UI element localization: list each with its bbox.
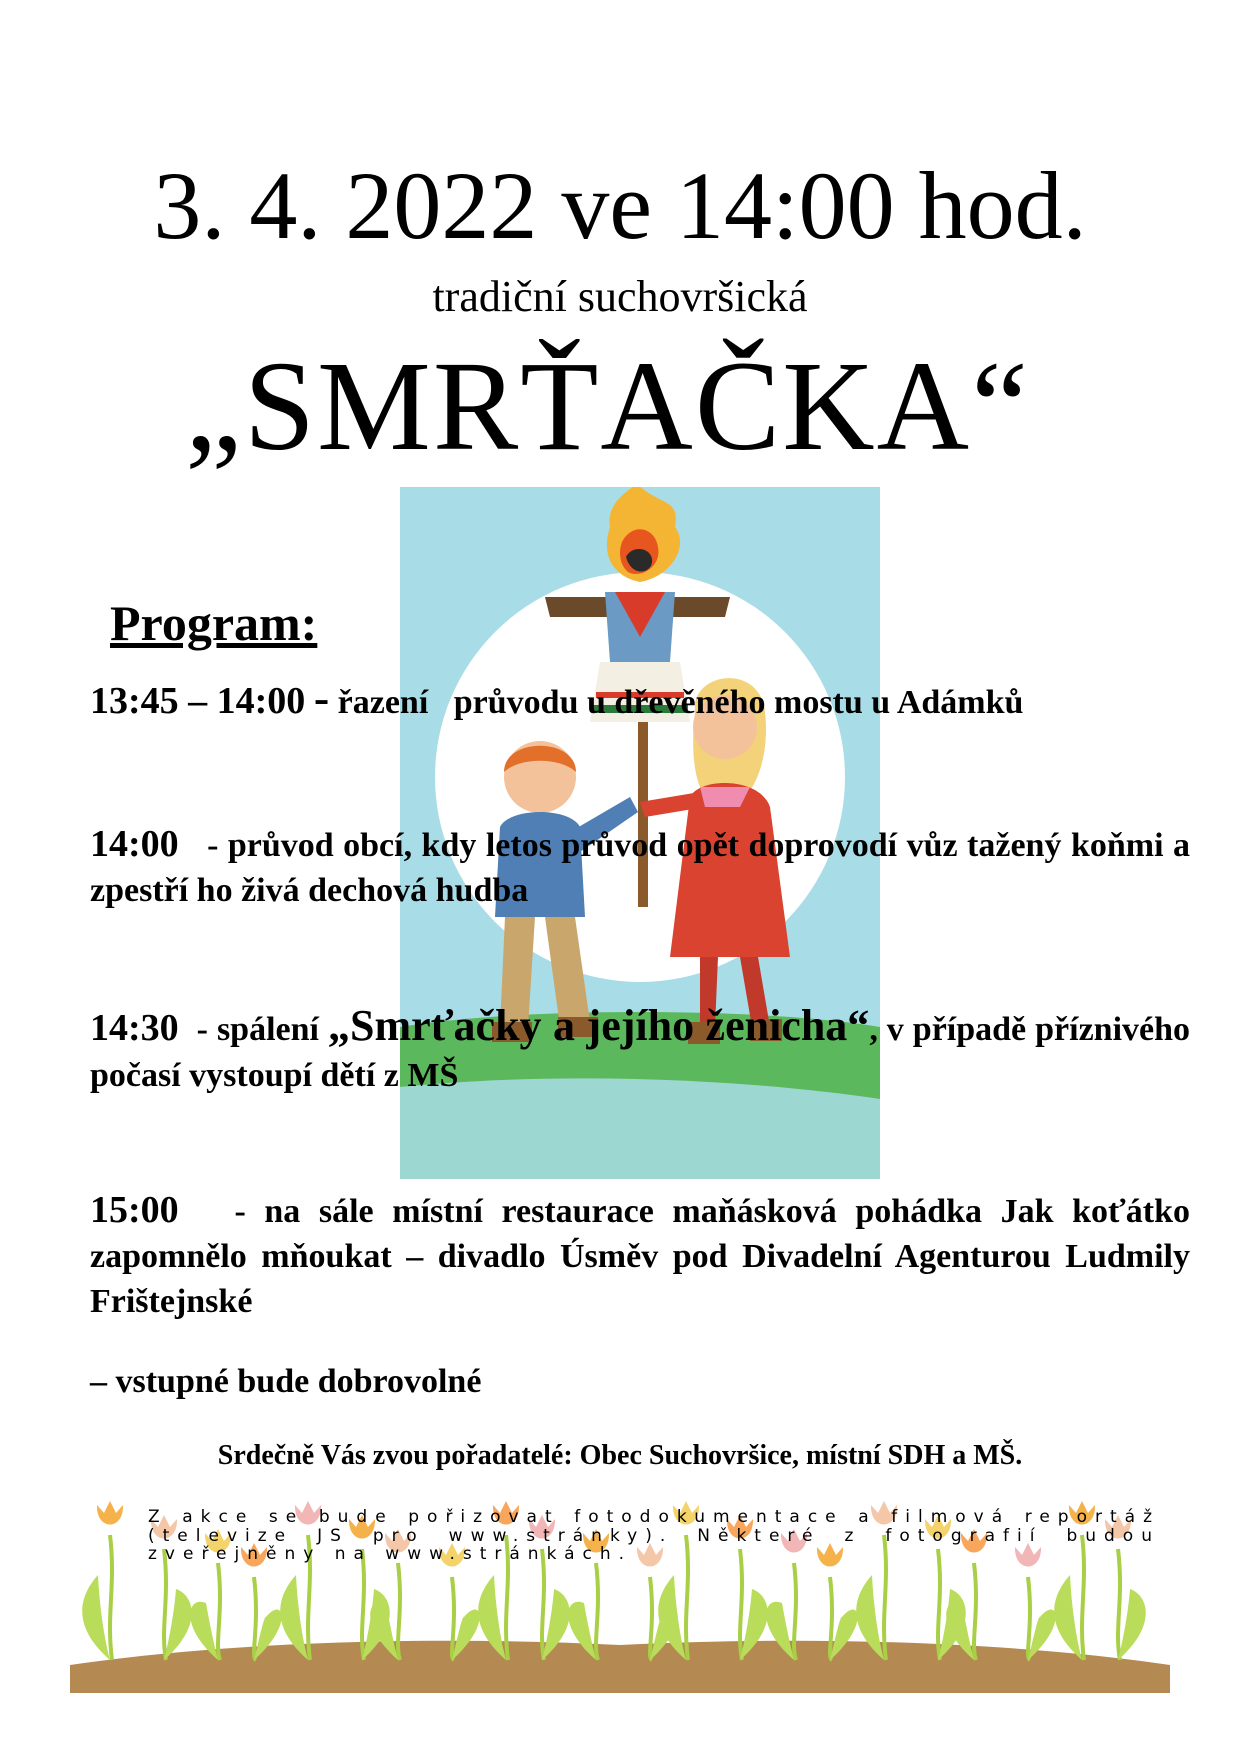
tulip-stem	[542, 1549, 544, 1660]
program-item-dash: -	[313, 672, 330, 723]
tulip-stem	[938, 1549, 940, 1660]
program-item-text: řazení průvodu u dřevěného mostu u Adámků	[337, 684, 1024, 721]
tulip-leaf	[1054, 1575, 1082, 1660]
program-item-text: - spálení	[196, 1011, 328, 1048]
program-item-text: - průvod obcí, kdy letos průvod opět doprovodí vůz tažený koňmi a zpestří ho živá dechová hudba	[90, 827, 1190, 910]
tulip-leaf	[1118, 1589, 1146, 1660]
program-item-3	[90, 997, 1190, 1098]
tulip-stem	[650, 1577, 652, 1660]
photo-notice: Z akce se bude pořizovat fotodokumentace a filmová reportáž (televize JS pro www.stránky). Některé z fotografií budou zveřejněny na www.stránkách.	[148, 1507, 1160, 1565]
program-heading: Program:	[110, 595, 318, 651]
program-item-2	[90, 820, 1190, 914]
tulip-stem	[218, 1563, 220, 1660]
tulip-leaf	[164, 1589, 192, 1660]
program-item-time: 13:45 – 14:00	[90, 680, 306, 722]
program-item-text: , v případě příznivého počasí vystoupí dětí z MŠ	[90, 1011, 1191, 1095]
program-item-1	[90, 668, 1190, 728]
program-item-highlight: „Smrťačky a jejího ženicha“	[327, 1001, 870, 1050]
event-title: „SMRŤAČKA“	[185, 335, 1030, 477]
tulip-stem	[830, 1577, 832, 1660]
event-date-time: 3. 4. 2022 ve 14:00 hod.	[153, 152, 1087, 259]
tulip-stem	[740, 1549, 742, 1660]
event-subtitle: tradiční suchovršická	[432, 272, 808, 321]
tulip-flower	[97, 1501, 123, 1525]
tulip-stem	[1118, 1549, 1120, 1660]
tulip-stem	[110, 1535, 112, 1660]
tulip-stem	[362, 1549, 364, 1660]
entry-fee-note: – vstupné bude dobrovolné	[90, 1363, 482, 1400]
program-item-time: 14:00	[90, 823, 179, 865]
invitation-text: Srdečně Vás zvou pořadatelé: Obec Suchovršice, místní SDH a MŠ.	[217, 1440, 1023, 1471]
program-item-4	[90, 1186, 1190, 1324]
tulip-stem	[254, 1577, 256, 1660]
tulip-stem	[452, 1577, 454, 1660]
program-item-time: 14:30	[90, 1007, 179, 1049]
program-item-text: - na sále místní restaurace maňásková pohádka Jak koťátko zapomnělo mňoukat – divadlo Úsměv pod Divadelní Agenturou Ludmily Frištejnské	[90, 1193, 1190, 1320]
soil-strip	[70, 1641, 1170, 1693]
tulip-leaf	[82, 1575, 110, 1660]
tulip-stem	[398, 1563, 400, 1660]
tulip-stem	[974, 1563, 976, 1660]
tulip-stem	[1028, 1577, 1030, 1660]
tulip-stem	[794, 1563, 796, 1660]
tulip-stem	[164, 1549, 166, 1660]
tulip-stem	[596, 1563, 598, 1660]
program-item-time: 15:00	[90, 1189, 179, 1231]
